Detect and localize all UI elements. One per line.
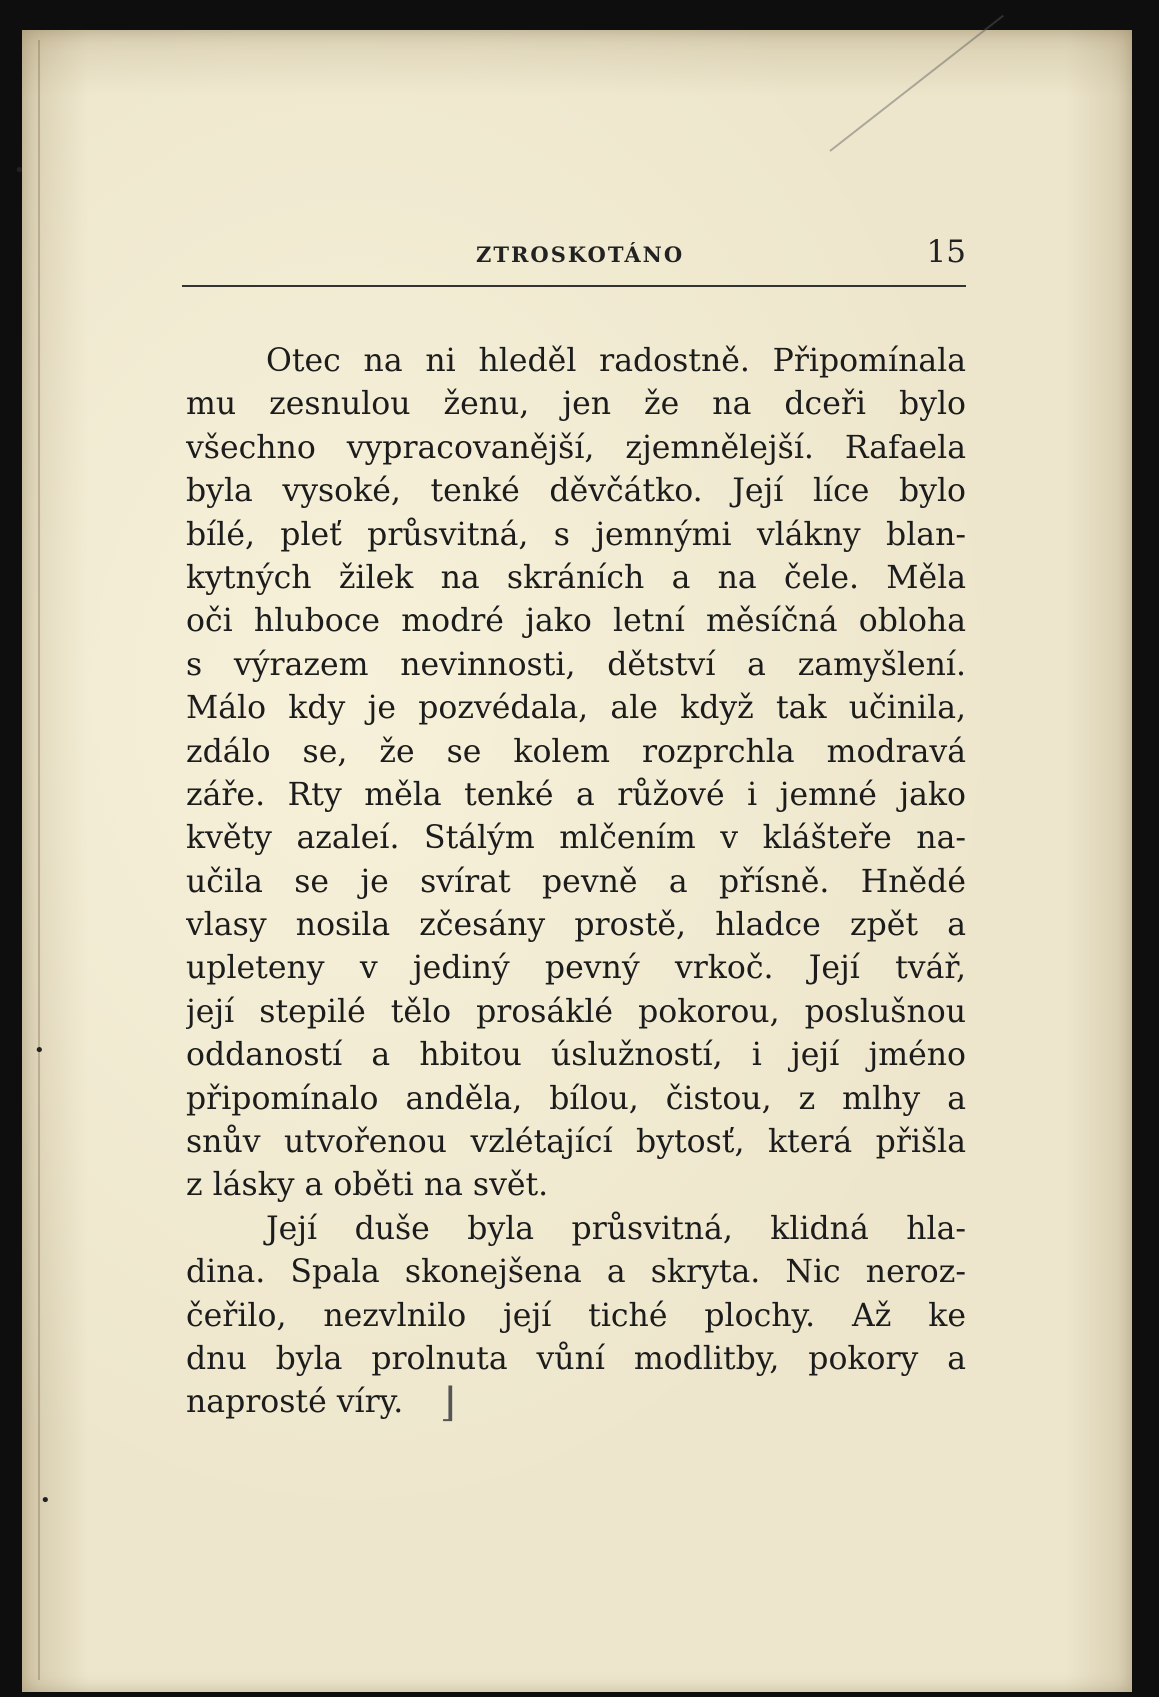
header-rule <box>182 285 966 287</box>
text-line: upleteny v jediný pevný vrkoč. Její tvář, <box>186 950 966 987</box>
pencil-bracket-mark: ⌋ <box>440 1380 456 1426</box>
text-line: snův utvořenou vzlétající bytosť, která přišla <box>186 1124 966 1161</box>
text-line: čeřilo, nezvlnilo její tiché plochy. Až ke <box>186 1297 966 1334</box>
text-line: Její duše byla průsvitná, klidná hla- <box>266 1210 966 1247</box>
text-line: z lásky a oběti na svět. <box>186 1167 549 1204</box>
text-line: dnu byla prolnuta vůní modlitby, pokory a <box>186 1340 966 1377</box>
running-head <box>186 234 966 272</box>
text-line: zdálo se, že se kolem rozprchla modravá <box>186 733 966 770</box>
page-number: 15 <box>926 234 966 270</box>
running-head-title: ZTROSKOTÁNO <box>476 242 685 267</box>
text-line: záře. Rty měla tenké a růžové i jemné jako <box>186 776 966 813</box>
text-line: připomínalo anděla, bílou, čistou, z mlhy a <box>186 1080 966 1117</box>
text-line: Otec na ni hleděl radostně. Připomínala <box>266 343 966 379</box>
margin-speck-bottom: • <box>40 1490 51 1511</box>
text-line: květy azaleí. Stálým mlčením v klášteře na- <box>186 820 966 857</box>
text-line: oddaností a hbitou úslužností, i její jméno <box>186 1037 966 1074</box>
text-line: vlasy nosila zčesány prostě, hladce zpět a <box>186 907 966 944</box>
text-line: bílé, pleť průsvitná, s jemnými vlákny blan- <box>186 516 966 553</box>
text-line: s výrazem nevinnosti, dětství a zamyšlení. <box>186 646 966 683</box>
text-line: její stepilé tělo prosáklé pokorou, poslušnou <box>186 993 966 1030</box>
text-line: kytných žilek na skráních a na čele. Měla <box>186 559 966 596</box>
body-text <box>186 340 966 1425</box>
text-line: učila se je svírat pevně a přísně. Hnědé <box>186 863 966 900</box>
margin-speck-top: • <box>14 160 25 181</box>
text-line: Málo kdy je pozvédala, ale když tak učinila, <box>186 690 966 727</box>
margin-speck-middle: • <box>34 1040 45 1061</box>
text-line: mu zesnulou ženu, jen že na dceři bylo <box>186 386 966 423</box>
text-line: byla vysoké, tenké děvčátko. Její líce bylo <box>186 473 966 510</box>
text-line: naprosté víry. <box>186 1384 404 1421</box>
text-line: dina. Spala skonejšena a skryta. Nic neroz- <box>186 1254 966 1291</box>
text-line: všechno vypracovanější, zjemnělejší. Rafaela <box>186 429 966 466</box>
page-gutter <box>38 40 40 1680</box>
text-line: oči hluboce modré jako letní měsíčná obloha <box>186 603 966 640</box>
